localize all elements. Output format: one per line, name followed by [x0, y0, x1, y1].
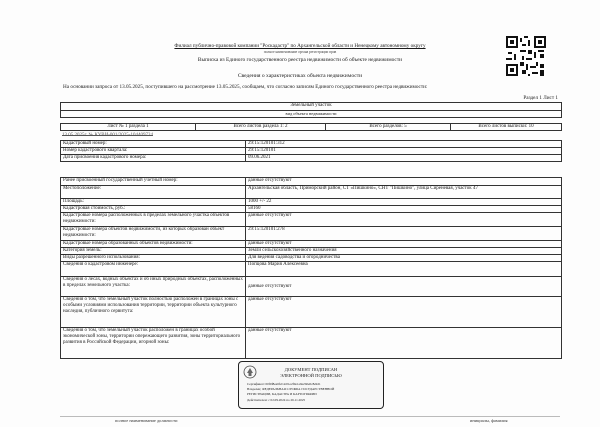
footer-name-label: инициалы, фамилия [470, 418, 508, 423]
table-row [61, 186, 562, 199]
table-row [61, 141, 562, 148]
fields-table [60, 177, 562, 359]
extract-title: Выписка из Единого государственного реестра недвижимости об объекте недвижимости [197, 57, 403, 63]
row-value: Попцова Мария Алексеевна [246, 262, 562, 277]
row-value: 58160 [246, 206, 562, 213]
table-row [61, 148, 562, 155]
row-label: Дата присвоения кадастрового номера: [61, 155, 246, 162]
row-value: 29:15:120101 [246, 148, 562, 155]
row-value: данные отсутствуют [246, 178, 562, 186]
subject-title: Сведения о характеристиках объекта недвижимости [237, 73, 363, 79]
signature-validity: Действителен: с 02.09.2024 по 26.11.2025 [247, 398, 306, 402]
sheet-number: Лист № 1 раздела 1 [61, 124, 196, 131]
table-row [61, 255, 562, 262]
row-label: Сведения о том, что земельный участок расположен в границах особой экономической зоны, территории опережающего развития, зоны территориального развития в Российской Федерации, игорной зоны: [61, 328, 246, 359]
qr-code-icon [506, 36, 546, 76]
row-label: Сведения о лесах, водных объектах и об иных природных объектах, расположенных в пределах земельного участка: [61, 277, 246, 297]
row-label: Кадастровый номер: [61, 141, 246, 148]
row-label: Кадастровые номера образованных объектов недвижимости: [61, 241, 246, 248]
object-type-table [60, 102, 562, 118]
table-row [61, 328, 562, 359]
table-row [61, 262, 562, 277]
agency-name: Филиал публично-правовой компании "Роскадастр" по Архангельской области и Ненецкому автономному округу [174, 43, 426, 49]
signature-owner: Владелец: ФЕДЕРАЛЬНАЯ СЛУЖБА ГОСУДАРСТВЕННОЙ [247, 387, 335, 391]
table-row [61, 206, 562, 213]
table-row [61, 178, 562, 186]
extract-date-number: 13.05.2025г. № КУВИ-001/2025-104409724 [62, 133, 153, 138]
signature-cert: Сертификат: 00f0f8ea6f2c4c01e2f0e1a9e2b0e0c8e9d1 [247, 382, 321, 386]
row-label: Сведения о том, что земельный участок полностью расположен в границах зоны с особыми условиями использования территории, территории объекта культурного наследия, публичного сервитута: [61, 297, 246, 328]
row-value: данные отсутствуют [246, 241, 562, 248]
signature-owner-2: РЕГИСТРАЦИИ, КАДАСТРА И КАРТОГРАФИИ [247, 392, 317, 396]
footer-position-label: полное наименование должности [115, 418, 178, 423]
row-value: данные отсутствуют [246, 213, 562, 227]
total-sheets-extract: Всего листов выписки: 10 [451, 124, 562, 131]
table-row [61, 199, 562, 206]
table-row [61, 213, 562, 227]
row-label: Кадастровые номера объектов недвижимости, из которых образован объект недвижимости: [61, 227, 246, 241]
row-value: 1000 +/- 22 [246, 199, 562, 206]
agency-note: полное наименование органа регистрации прав [263, 50, 337, 54]
row-value: 29:15:120101:312 [246, 141, 562, 148]
row-label: Категория земель: [61, 248, 246, 255]
digital-signature-stamp [238, 361, 384, 409]
row-label: Местоположение: [61, 186, 246, 199]
row-value: Для ведения садоводства и огородничества [246, 255, 562, 262]
request-text: На основании запроса от 13.05.2025, поступившего на рассмотрение 13.05.2025, сообщаем, что согласно записям Единого государственного реестра недвижимости: [63, 84, 428, 90]
row-label: Ранее присвоенный государственный учетный номер: [61, 178, 246, 186]
table-row [61, 297, 562, 328]
row-value: данные отсутствуют [246, 297, 562, 328]
table-row [61, 155, 562, 162]
table-row [61, 248, 562, 255]
total-sections: Всего разделов: 5 [326, 124, 451, 131]
section-number: Раздел 1 Лист 1 [523, 95, 558, 101]
footer-divider [60, 416, 560, 417]
cadastral-table [60, 140, 562, 162]
row-label: Кадастровые номера расположенных в пределах земельного участка объектов недвижимости: [61, 213, 246, 227]
sheet-info-table [60, 123, 562, 131]
row-value: данные отсутствуют [246, 328, 562, 359]
row-label: Площадь: [61, 199, 246, 206]
row-value: Архангельская область, Приморский район, СТ «Пишкино», СНТ "Пишкино", улица Сиреневая, участок 47 [246, 186, 562, 199]
object-type: Земельный участок [61, 103, 562, 111]
signature-subtitle: ЭЛЕКТРОННОЙ ПОДПИСЬЮ [280, 373, 342, 378]
row-value: данные отсутствуют [246, 277, 562, 297]
row-value: Земли сельскохозяйственного назначения [246, 248, 562, 255]
row-value: 09.06.2021 [246, 155, 562, 162]
row-value: 29:15:120101:278 [246, 227, 562, 241]
total-sheets-section: Всего листов раздела 1: 2 [196, 124, 326, 131]
row-label: Номер кадастрового квартала: [61, 148, 246, 155]
signature-title: ДОКУМЕНТ ПОДПИСАН [284, 367, 338, 372]
table-row [61, 227, 562, 241]
row-label: Виды разрешенного использования: [61, 255, 246, 262]
table-row [61, 241, 562, 248]
object-type-note: вид объекта недвижимости [61, 111, 562, 118]
row-label: Кадастровая стоимость, руб.: [61, 206, 246, 213]
row-label: Сведения о кадастровом инженере: [61, 262, 246, 277]
table-row [61, 277, 562, 297]
